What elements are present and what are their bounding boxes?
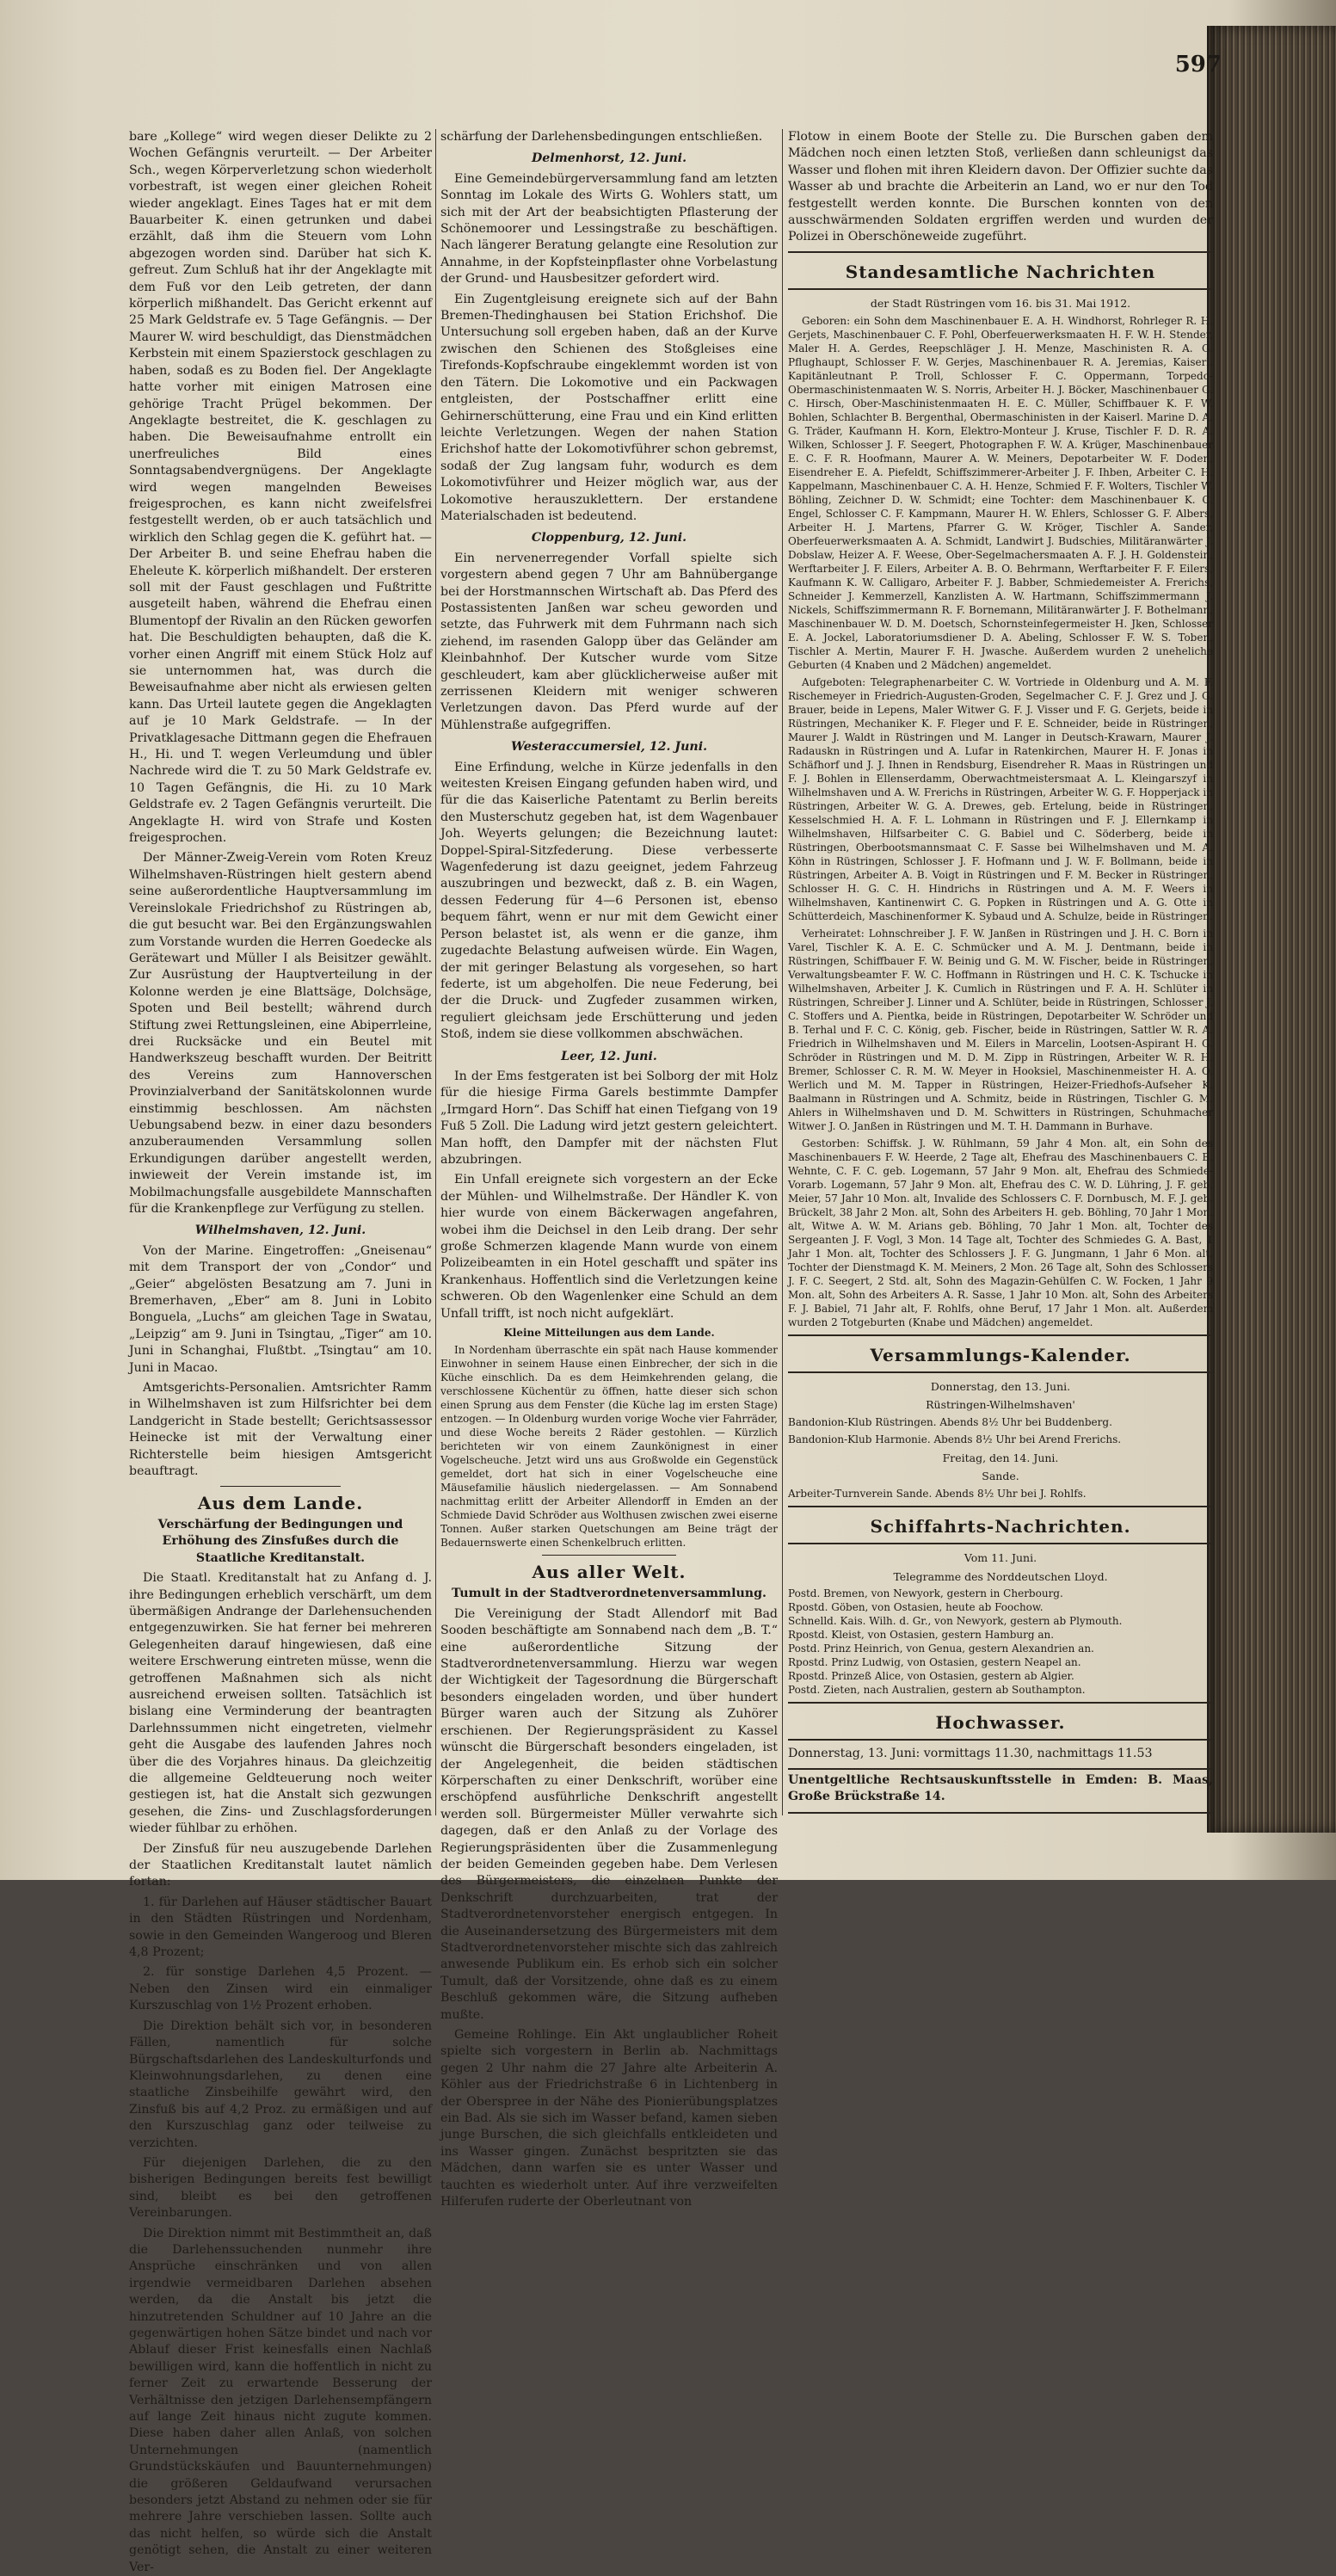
dateline: Leer, 12. Juni.	[561, 1049, 657, 1063]
page-number: 597	[1174, 52, 1222, 77]
article-paragraph: Die Direktion behält sich vor, in besonderen Fällen, namentlich für solche Bürgschaftsdarlehen des Landeskulturfonds und Kleinwohnungsdarlehen, zu denen eine staatliche Zinsbeihilfe gewährt wird, den Zinsfuß bis auf 4,2 Proz. zu ermäßigen und auf den Kurszuschlag ganz oder teilweise zu verzichten.	[129, 2018, 432, 2150]
shipping-list: Postd. Bremen, von Newyork, gestern in Cherbourg. Rpostd. Göben, von Ostasien, heute ab Foochow. Schnelld. Kais. Wilh. d. Gr., von Newyork, gestern ab Plymouth. Rpostd. Kleist, von Ostasien, gestern Hamburg an. Postd. Prinz Heinrich, von Genua, gestern Alexandrien an. Rpostd. Prinz Ludwig, von Ostasien, gestern Neapel an. Rpostd. Prinzeß Alice, von Ostasien, gestern ab Algier. Postd. Zieten, nach Australien, gestern ab Southampton.	[788, 1587, 1123, 1696]
legal-advice-notice: Unentgeltliche Rechtsauskunftsstelle in Emden: B. Maas, Große Brückstraße 14.	[788, 1772, 1213, 1804]
section-heading: Schiffahrts-Nachrichten.	[870, 1515, 1131, 1537]
article-paragraph: Eine Gemeindebürgerversammlung fand am letzten Sonntag im Lokale des Wirts G. Wohlers statt, um sich mit der Art der beabsichtigten Pflasterung der Schönemoorer und Lessingstraße zu beschäftigen. Nach längerer Beratung gelangte eine Resolution zur Annahme, in der Kopfsteinpflaster ohne Vorbelastung der Grund- und Hausbesitzer gefordert wird.	[440, 171, 778, 287]
article-paragraph: bare „Kollege“ wird wegen dieser Delikte zu 2 Wochen Gefängnis verurteilt. — Der Arbeiter Sch., wegen Körperverletzung schon wiederholt vorbestraft, ist wegen einer gleichen Roheit wieder angeklagt. Eines Tages hat er mit dem Bauarbeiter K. einen getrunken und dabei erzählt, daß ihm die Steuern vom Lohn abgezogen worden sind. Darüber hat sich K. gefreut. Zum Schluß hat ihr der Angeklagte mit dem Fuß vor den Leib getreten, der dann körperlich mißhandelt. Das Gericht erkennt auf 25 Mark Geldstrafe ev. 5 Tage Gefängnis. — Der Maurer W. wird beschuldigt, das Dienstmädchen Kerbstein mit einem Spazierstock geschlagen zu haben, sodaß es zu Boden fiel. Der Angeklagte hatte vorher mit einigen Matrosen eine gehörige Tracht Prügel bekommen. Der Angeklagte bestreitet, die K. geschlagen zu haben. Die Beweisaufnahme entrollt ein unerfreuliches Bild eines Sonntagsabendvergnügens. Der Angeklagte wird wegen mangelnden Beweises freigesprochen, es kann nicht zweifelsfrei festgestellt werden, ob er auch tatsächlich und wirklich den Schlag gegen die K. geführt hat. — Der Arbeiter B. und seine Ehefrau haben die Eheleute K. körperlich mißhandelt. Der ersteren soll mit der Faust geschlagen und Fußtritte ausgeteilt haben, während die Ehefrau einen Blumentopf der Rivalin an den Rücken geworfen hat. Die Beschuldigten behaupten, daß die K. vorher einen Angriff mit einem Stück Holz auf sie unternommen hat, was durch die Beweisaufnahme aber nicht als erwiesen gelten kann. Das Urteil lautete gegen die Angeklagten auf je 10 Mark Geldstrafe. — In der Privatklagesache Dittmann gegen die Ehefrauen H., Hi. und T. wegen Verleumdung und übler Nachrede wird die T. zu 50 Mark Geldstrafe ev. 10 Tagen Gefängnis, die Hi. zu 10 Mark Geldstrafe ev. 2 Tagen Gefängnis verurteilt. Die Angeklagte H. wird von Strafe und Kosten freigesprochen.	[129, 130, 432, 846]
article-paragraph: Der Männer-Zweig-Verein vom Roten Kreuz Wilhelmshaven-Rüstringen hielt gestern abend seine außerordentliche Hauptversammlung im Vereinslokale Friedrichshof zu Rüstringen ab, die gut besucht war. Bei den Ergänzungswahlen zum Vorstande wurden die Herren Goedecke als Gerätewart und Müller I als Beisitzer gewählt. Zur Ausrüstung der Hauptverteilung in der Kolonne werden je eine Blattsäge, Dolchsäge, Spoten und Beil bestellt; während durch Stiftung zwei Rettungsleinen, eine Abiperrleine, drei Rucksäcke und ein Beutel mit Handwerkszeug beschafft wurden. Der Beitritt des Vereins zum Hannoverschen Provinzialverband der Sanitätskolonnen wurde einstimmig beschlossen. Am nächsten Uebungsabend bezw. in einer dazu besonders anzuberaumenden Versammlung sollen Erkundigungen darüber angestellt werden, inwieweit der Verein imstande ist, im Mobilmachungsfalle ausgebildete Mannschaften für die Krankenpflege zur Verfügung zu stellen.	[129, 851, 432, 1216]
article-paragraph: In der Ems festgeraten ist bei Solborg der mit Holz für die hiesige Firma Garels bestimmte Dampfer „Irmgard Horn“. Das Schiff hat einen Tiefgang von 19 Fuß 5 Zoll. Die Ladung wird jetzt gestern geleichtert. Man hofft, den Dampfer mit der nächsten Flut abzubringen.	[440, 1069, 778, 1167]
article-heading: Tumult in der Stadtverordnetenversammlung.	[452, 1587, 767, 1601]
newspaper-page	[112, 52, 1222, 2574]
calendar-place: Sande.	[982, 1470, 1019, 1483]
calendar-entry: Arbeiter-Turnverein Sande. Abends 8½ Uhr bei J. Rohlfs.	[788, 1487, 1087, 1500]
separator	[542, 1555, 677, 1556]
section-heading: Versammlungs-Kalender.	[870, 1344, 1131, 1365]
section-heading: Hochwasser.	[935, 1711, 1066, 1733]
section-heading: Standesamtliche Nachrichten	[845, 261, 1156, 282]
section-heading: Aus aller Welt.	[532, 1562, 686, 1583]
dateline: Wilhelmshaven, 12. Juni.	[194, 1223, 366, 1238]
article-paragraph: Ein nervenerregender Vorfall spielte sich vorgestern abend gegen 7 Uhr am Bahnübergange bei der Horstmannschen Wirtschaft ab. Das Pferd des Postassistenten Janßen war scheu geworden und setzte, das Fuhrwerk mit dem Fuhrmann nach sich ziehend, im rasenden Galopp über das Geländer am Kleinbahnhof. Der Kutscher wurde vom Sitze geschleudert, kam aber glücklicherweise außer mit zerrissenen Kleidern mit weniger schweren Verletzungen davon. Das Pferd wurde auf der Mühlenstraße aufgegriffen.	[440, 551, 778, 732]
article-paragraph: Von der Marine. Eingetroffen: „Gneisenau“ mit dem Transport der von „Condor“ und „Geier“ abgelösten Besatzung am 7. Juni in Bremerhaven, „Eber“ am 8. Juni in Lobito Bonguela, „Luchs“ am gleichen Tage in Swatau, „Leipzig“ am 9. Juni in Tsingtau, „Tiger“ am 10. Juni in Schanghai, Flußtbt. „Tsingtau“ am 10. Juni in Macao.	[129, 1243, 432, 1375]
column-rule	[782, 129, 783, 1815]
article-paragraph: Die Direktion nimmt mit Bestimmtheit an, daß die Darlehenssuchenden nunmehr ihre Ansprüche einschränken und von allen irgendwie vermeidbaren Darlehen absehen werden, da die Anstalt bis jetzt die hinzutretenden Schuldner auf 10 Jahre an die gegenwärtigen hohen Sätze bindet und nach vor Ablauf dieser Frist keinesfalls einen Nachlaß bewilligen wird, kann die hoffentlich in nicht zu ferner Zeit zu erwartende Besserung der Verhältnisse den jetzigen Darlehensempfängern auf lange Zeit hinaus nicht zugute kommen. Diese haben daher allen Anlaß, von solchen Unternehmungen (namentlich Grundstückskäufen und Bauunternehmungen) die größeren Geldaufwand verursachen besonders jetzt Abstand zu nehmen oder sie für mehrere Jahre verschieben lassen. Sollte auch das nicht helfen, so würde sich die Anstalt genötigt sehen, die Anstalt zu einer weiteren Ver-	[129, 2226, 432, 2574]
section-heading: Aus dem Lande.	[197, 1492, 364, 1513]
article-heading: Verschärfung der Bedingungen und Erhöhung des Zinsfußes durch die Staatliche Kreditanstalt.	[157, 1517, 403, 1565]
calendar-date: Freitag, den 14. Juni.	[942, 1451, 1059, 1464]
shipping-date: Vom 11. Juni.	[964, 1551, 1037, 1565]
article-paragraph: 1. für Darlehen auf Häuser städtischer Bauart in den Städten Rüstringen und Nordenham, sowie in den Gemeinden Wangeroog und Bleren 4,8 Prozent;	[129, 1895, 432, 1960]
calendar-date: Donnerstag, den 13. Juni.	[930, 1380, 1071, 1394]
column-1	[129, 129, 432, 2574]
dateline: Cloppenburg, 12. Juni.	[531, 531, 687, 545]
article-paragraph: Gemeine Rohlinge. Ein Akt unglaublicher Roheit spielte sich vorgestern in Berlin ab. Nachmittags gegen 2 Uhr nahm die 27 Jahre alte Arbeiterin A. Köhler aus der Friedrichstraße 6 in Lichtenberg in der Oberspree in der Nähe des Pionierübungsplatzes ein Bad. Als sie sich im Wasser befand, kamen sieben junge Burschen, die sich gleichfalls entkleideten und ins Wasser gingen. Zunächst bespritzten sie das Mädchen, dann warfen sie es unter Wasser und tauchten es wiederholt unter. Auf ihre verzweifelten Hilferufen ruderte der Oberleutnant von	[440, 2028, 778, 2209]
registry-deaths: Gestorben: Schiffsk. J. W. Rühlmann, 59 Jahr 4 Mon. alt, ein Sohn des Maschinenbauers F. W. Heerde, 2 Tage alt, Ehefrau des Maschinenbauers C. B. Wehnte, C. F. C. geb. Logemann, 57 Jahr 9 Mon. alt, Ehefrau des Schmiede-Vorarb. Logemann, 57 Jahr 9 Mon. alt, Ehefrau des C. W. D. Lühring, J. F. geb. Meier, 57 Jahr 10 Mon. alt, Invalide des Schlossers C. F. Dornbusch, M. F. J. geb. Brückelt, 38 Jahr 2 Mon. alt, Sohn des Arbeiters H. geb. Böhling, 70 Jahr 1 Mon. alt, Witwe A. W. M. Arians geb. Böhling, 70 Jahr 1 Mon. alt, Tochter des Sergeanten J. F. Vogl, 3 Mon. 14 Tage alt, Tochter des Schmiedes G. A. Bast, 1 Jahr 1 Mon. alt, Tochter des Schlossers J. F. G. Jungmann, 1 Jahr 6 Mon. alt, Tochter der Dienstmagd K. M. Meiners, 2 Mon. 26 Tage alt, Sohn des Schlossers J. F. C. Seegert, 2 Std. alt, Sohn des Magazin-Gehülfen C. W. Focken, 1 Jahr 9 Mon. alt, Sohn des Arbeiters A. R. Sasse, 1 Jahr 10 Mon. alt, Sohn des Arbeiters F. J. Babiel, 71 Jahr alt, F. Rohlfs, ohne Beruf, 17 Jahr 1 Mon. alt. Außerdem wurden 2 Totgeburten (Knabe und Mädchen) angemeldet.	[788, 1137, 1213, 1328]
small-notices-text: In Nordenham überraschte ein spät nach Hause kommender Einwohner in seinem Hause einen Einbrecher, der sich in die Küche einschlich. Da es dem Heimkehrenden gelang, die verschlossene Küchentür zu öffnen, hatte dieser sich schon einen Sprung aus dem Fenster (die Küche lag im ersten Stage) entzogen. — In Oldenburg wurden vorige Woche vier Fahrräder, und diese Woche bereits 2 Räder gestohlen. — Kürzlich berichteten wir von einem Zaunkönignest in einer Vogelscheuche. Jetzt wird uns aus Großwolde ein Gegenstück gemeldet, dort hat sich in einer Vogelscheuche eine Mäusefamilie häuslich niedergelassen. — Am Sonnabend nachmittag erlitt der Arbeiter Allendorff in Emden an der Schmiede David Schröder aus Wolthusen zwischen zwei eiserne Tonnen. Außer starken Quetschungen am Beine trägt der Bedauernswerte einen Schenkelbruch erlitten.	[440, 1344, 778, 1550]
small-notices-heading: Kleine Mitteilungen aus dem Lande.	[503, 1327, 715, 1340]
article-paragraph: schärfung der Darlehensbedingungen entschließen.	[440, 130, 763, 144]
calendar-entry: Bandonion-Klub Rüstringen. Abends 8½ Uhr bei Buddenberg.	[788, 1415, 1112, 1428]
article-paragraph: Amtsgerichts-Personalien. Amtsrichter Ramm in Wilhelmshaven ist zum Hilfsrichter bei dem Landgericht in Stade bestellt; Gerichtsassessor Heinecke ist mit der Verwaltung einer Richterstelle beim hiesigen Amtsgericht beauftragt.	[129, 1381, 432, 1479]
book-binding-edge	[1207, 26, 1336, 1833]
article-paragraph: Die Staatl. Kreditanstalt hat zu Anfang d. J. ihre Bedingungen erheblich verschärft, um dem übermäßigen Andrange der Darlehensuchenden entgegenzuwirken. Sie hat ferner bei mehreren Gelegenheiten darauf hingewiesen, daß eine weitere Erschwerung eintreten müsse, wenn die getroffenen Maßnahmen sich als nicht ausreichend erweisen sollten. Tatsächlich ist bislang eine Verminderung der beantragten Darlehnssummen nicht eingetreten, vielmehr geht die Ausgabe des laufenden Jahres noch über die des Vorjahres hinaus. Da gleichzeitig die allgemeine Geldteuerung noch weiter gestiegen ist, hat die Anstalt sich gezwungen gesehen, die Zins- und Zuschlagsforderungen wieder fühlbar zu erhöhen.	[129, 1571, 432, 1836]
registry-births: Geboren: ein Sohn dem Maschinenbauer E. A. H. Windhorst, Rohrleger R. H. Gerjets, Maschinenbauer C. F. Pohl, Oberfeuerwerksmaaten H. F. W. H. Stender, Maler H. A. Gerdes, Reepschläger J. H. Menze, Maschinisten R. A. G. Pflughaupt, Schlosser F. W. Gerjes, Maschinenbauer R. A. Jeremias, Kaiserl. Kapitänleutnant P. Troll, Schlosser F. C. Oppermann, Torpedo-Obermaschinistenmaaten W. S. Norris, Arbeiter H. J. Böcker, Maschinenbauer G. C. Hirsch, Ober-Maschinistenmaaten H. E. C. Müller, Schiffbauer K. F. W. Bohlen, Schlachter B. Bergenthal, Obermaschinisten in der Kaiserl. Marine D. A. G. Träder, Kaufmann H. Korn, Elektro-Monteur J. Kruse, Tischler F. D. R. A. Wilken, Schlosser J. F. Seegert, Photographen F. W. A. Krüger, Maschinenbauer E. C. F. R. Hoofmann, Maurer A. W. Meiners, Depotarbeiter W. F. Doden, Eisendreher E. A. Piefeldt, Schiffszimmerer-Arbeiter J. F. Ihben, Arbeiter C. H. Kappelmann, Maschinenbauer C. A. H. Henze, Schmied F. F. Wolters, Tischler W. Böhling, Zeichner D. W. Schmidt; eine Tochter: dem Maschinenbauer K. C. Engel, Schlosser C. F. Kampmann, Maurer H. W. Ehlers, Schlosser G. F. Albers, Arbeiter H. J. Martens, Pfarrer G. W. Kröger, Tischler A. Sander, Oberfeuerwerksmaaten A. A. Schmidt, Landwirt J. Budschies, Militäranwärter J. Dobslaw, Heizer A. F. Weese, Ober-Segelmachersmaaten A. F. J. H. Goldenstein, Werftarbeiter J. F. Eilers, Arbeiter A. B. O. Behrmann, Werftarbeiter F. F. Eilers, Kaufmann K. W. Calligaro, Arbeiter F. J. Babber, Schmiedemeister A. Frerichs, Schneider J. Kemmerzell, Kanzlisten A. W. Hartmann, Schiffszimmermann J. Nickels, Schiffszimmermann R. F. Bornemann, Militäranwärter J. F. Bothelmann, Maschinenbauer W. D. M. Doetsch, Schornsteinfegermeister H. Jken, Schlosser E. A. Jockel, Laboratoriumsdiener D. A. Abeling, Schlosser F. W. S. Toben, Tischler A. Mertin, Maurer F. H. Jwasche. Außerdem wurden 2 uneheliche Geburten (4 Knaben und 2 Mädchen) angemeldet.	[788, 314, 1213, 671]
article-paragraph: Flotow in einem Boote der Stelle zu. Die Burschen gaben dem Mädchen noch einen letzten Stoß, verließen dann schleunigst das Wasser und flohen mit ihren Kleidern davon. Der Offizier suchte das Wasser ab und brachte die Arbeiterin an Land, wo er nur den Tod festgestellt werden konnte. Die Burschen konnten von den ausschwärmenden Soldaten ergriffen werden und wurden der Polizei in Oberschöneweide zugeführt.	[788, 130, 1213, 244]
article-paragraph: Ein Unfall ereignete sich vorgestern an der Ecke der Mühlen- und Wilhelmstraße. Der Händler K. von hier wurde von einem Bäckerwagen angefahren, wobei ihm die Deichsel in den Leib drang. Der sehr große Schmerzen klagende Mann wurde von einem Polizeibeamten in ein Hotel geschafft und später ins Krankenhaus. Hoffentlich sind die Verletzungen keine schweren. Ob den Wagenlenker eine Schuld an dem Unfall trifft, ist noch nicht aufgeklärt.	[440, 1173, 778, 1321]
article-paragraph: Der Zinsfuß für neu auszugebende Darlehen der Staatlichen Kreditanstalt lautet nämlich fortan:	[129, 1841, 432, 1889]
shipping-subtitle: Telegramme des Norddeutschen Lloyd.	[893, 1569, 1108, 1583]
article-paragraph: Für diejenigen Darlehen, die zu den bisherigen Bedingungen bereits fest bewilligt sind, bleibt es bei den getroffenen Vereinbarungen.	[129, 2155, 432, 2221]
section-subtitle: der Stadt Rüstringen vom 16. bis 31. Mai 1912.	[870, 297, 1131, 311]
article-paragraph: Die Vereinigung der Stadt Allendorf mit Bad Sooden beschäftigte am Sonnabend nach dem „B. T.“ eine außerordentliche Sitzung der Stadtverordnetenversammlung. Hierzu war wegen der Wichtigkeit der Tagesordnung die Bürgerschaft besonders eingeladen worden, und über hundert Bürger waren auch der Sitzung als Zuhörer erschienen. Der Regierungspräsident zu Kassel wünscht die Bürgerschaft besonders eingeladen, ist der Angelegenheit, die beiden städtischen Körperschaften zu einer Denkschrift, worüber eine erschöpfend ausführliche Denkschrift angestellt werden soll. Bürgermeister Müller verwahrte sich dagegen, daß er den Anlaß zu der Vorlage des Regierungspräsidenten über die Zusammenlegung der beiden Gemeinden gegeben habe. Dem Verlesen des Bürgermeisters, die einzelnen Punkte der Denkschrift durchzuarbeiten, trat der Stadtverordnetenvorsteher energisch entgegen. In die Auseinandersetzung des Bürgermeisters mit dem Stadtverordnetenvorsteher mischte sich das zahlreich anwesende Publikum ein. Es erhob sich ein solcher Tumult, daß der Vorsitzende, ohne daß es zu einem Beschluß gekommen wäre, die Sitzung aufheben mußte.	[440, 1606, 778, 2022]
calendar-place: Rüstringen-Wilhelmshaven'	[926, 1398, 1075, 1412]
dateline: Delmenhorst, 12. Juni.	[531, 151, 687, 166]
calendar-entry: Bandonion-Klub Harmonie. Abends 8½ Uhr bei Arend Frerichs.	[788, 1433, 1122, 1445]
separator	[220, 1486, 342, 1487]
article-paragraph: Eine Erfindung, welche in Kürze jedenfalls in den weitesten Kreisen Eingang gefunden haben wird, und für die das Kaiserliche Patentamt zu Berlin bereits den Musterschutz gegeben hat, ist dem Wagenbauer Joh. Weyerts gelungen; die Bezeichnung lautet: Doppel-Spiral-Sitzfederung. Diese verbesserte Wagenfederung ist dazu geeignet, jedem Fahrzeug auszubringen und bezweckt, daß z. B. ein Wagen, dessen Federung für 4—6 Personen ist, ebenso bequem fährt, wenn er nur mit dem Gewicht einer Person belastet ist, als wenn er die ganze, ihm zugedachte Belastung aufweisen würde. Ein Wagen, der mit geringer Belastung als vorgesehen, so hart federte, ist um abgeholfen. Die neue Federung, bei der die Druck- und Zugfeder zusammen wirken, reguliert gleichsam jede Erschütterung und jeden Stoß, indem sie diese vollkommen abschwächen.	[440, 760, 778, 1042]
registry-banns: Aufgeboten: Telegraphenarbeiter C. W. Vortriede in Oldenburg und A. M. F. Rischemeyer in Friedrich-Augusten-Groden, Segelmacher C. F. J. Grez und J. G. Brauer, beide in Lepens, Maler Witwer G. F. J. Visser und F. G. Gerjets, beide in Rüstringen, Mechaniker K. F. Fleger und F. E. Schneider, beide in Rüstringen, Maurer J. Waldt in Rüstringen und M. Langer in Deutsch-Krawarn, Maurer J. Radauskn in Rüstringen und A. Lufar in Ratenkirchen, Maurer H. F. Jonas in Schäfhorf und J. J. Ihnen in Rendsburg, Eisendreher R. Maas in Rüstringen und F. J. Bohlen in Ellenserdamm, Oberwachtmeistersmaat A. L. Kleingarszyf in Wilhelmshaven und A. W. Frerichs in Rüstringen, Arbeiter W. G. F. Hopperjack in Rüstringen, Arbeiter W. G. A. Drewes, geb. Ertelung, beide in Rüstringen, Kesselschmied H. A. F. L. Lohmann in Rüstringen und F. J. Ellernkamp in Wilhelmshaven, Hilfsarbeiter C. G. Babiel und C. Söderberg, beide in Rüstringen, Oberbootsmannsmaat C. F. Sasse bei Wilhelmshaven und M. A. Köhn in Rüstringen, Schlosser J. F. Hofmann und J. W. F. Bollmann, beide in Rüstringen, Arbeiter A. B. Voigt in Rüstringen und F. M. Becker in Rüstringen, Schlosser H. G. C. H. Hindrichs in Rüstringen und A. M. F. Weers in Wilhelmshaven, Kantinenwirt C. G. Popken in Rüstringen und A. G. Otte in Schütterdeich, Maschinenformer K. Sybaud und A. Schulze, beide in Rüstringen.	[788, 675, 1213, 922]
article-paragraph: 2. für sonstige Darlehen 4,5 Prozent. — Neben den Zinsen wird ein einmaliger Kurszuschlag von 1½ Prozent erhoben.	[129, 1965, 432, 2013]
column-2	[440, 129, 778, 2209]
article-paragraph: Ein Zugentgleisung ereignete sich auf der Bahn Bremen-Thedinghausen bei Station Erichshof. Die Untersuchung soll ergeben haben, daß an der Kurve zwischen den Schienen des Stoßgleises eine Tirefonds-Kopfschraube eingeklemmt worden ist von den Tätern. Die Lokomotive und ein Packwagen entgleisten, der Postschaffner erlitt eine Gehirnerschütterung, eine Frau und ein Kind erlitten leichte Verletzungen. Wegen der nahen Station Erichshof hatte der Lokomotivführer schon gebremst, sodaß der Zug langsam fuhr, wodurch es dem Lokomotivführer und Heizer möglich war, aus der Lokomotive herauszuklettern. Der erstandene Materialschaden ist bedeutend.	[440, 292, 778, 523]
column-rule	[435, 129, 436, 1815]
column-3	[788, 129, 1213, 1815]
dateline: Westeraccumersiel, 12. Juni.	[510, 740, 708, 755]
registry-marriages: Verheiratet: Lohnschreiber J. F. W. Janßen in Rüstringen und J. H. C. Born in Varel, Tischler K. A. E. C. Schmücker und A. M. J. Dentmann, beide in Rüstringen, Schiffbauer F. W. Beinig und G. M. W. Fischer, beide in Rüstringen, Verwaltungsbeamter F. W. C. Hoffmann in Rüstringen und H. C. K. Tschucke in Wilhelmshaven, Arbeiter J. K. Cumlich in Rüstringen und F. A. H. Schlüter in Rüstringen, Schreiber J. Linner und A. Schlüter, beide in Rüstringen, Schlosser J. C. Stoffers und A. Pientka, beide in Rüstringen, Depotarbeiter W. Schröder und B. Terhal und F. C. C. König, geb. Fischer, beide in Rüstringen, Sattler W. R. A. Friedrich in Wilhelmshaven und M. Eilers in Marcelin, Lootsen-Aspirant H. G. Schröder in Rüstringen und M. D. M. Zipp in Rüstringen, Arbeiter W. R. H. Bremer, Schlosser C. R. M. W. Meyer in Hooksiel, Maschinenmeister H. A. O. Werlich und M. M. Tapper in Rüstringen, Heizer-Friedhofs-Aufseher K. Baalmann in Rüstringen und A. Schmitz, beide in Rüstringen, Tischler G. M. Ahlers in Wilhelmshaven und D. M. Schwitters in Rüstringen, Schuhmacher Witwer J. O. Janßen in Rüstringen und M. T. H. Dammann in Burhave.	[788, 927, 1213, 1132]
high-water-times: Donnerstag, 13. Juni: vormittags 11.30, nachmittags 11.53	[788, 1747, 1153, 1761]
